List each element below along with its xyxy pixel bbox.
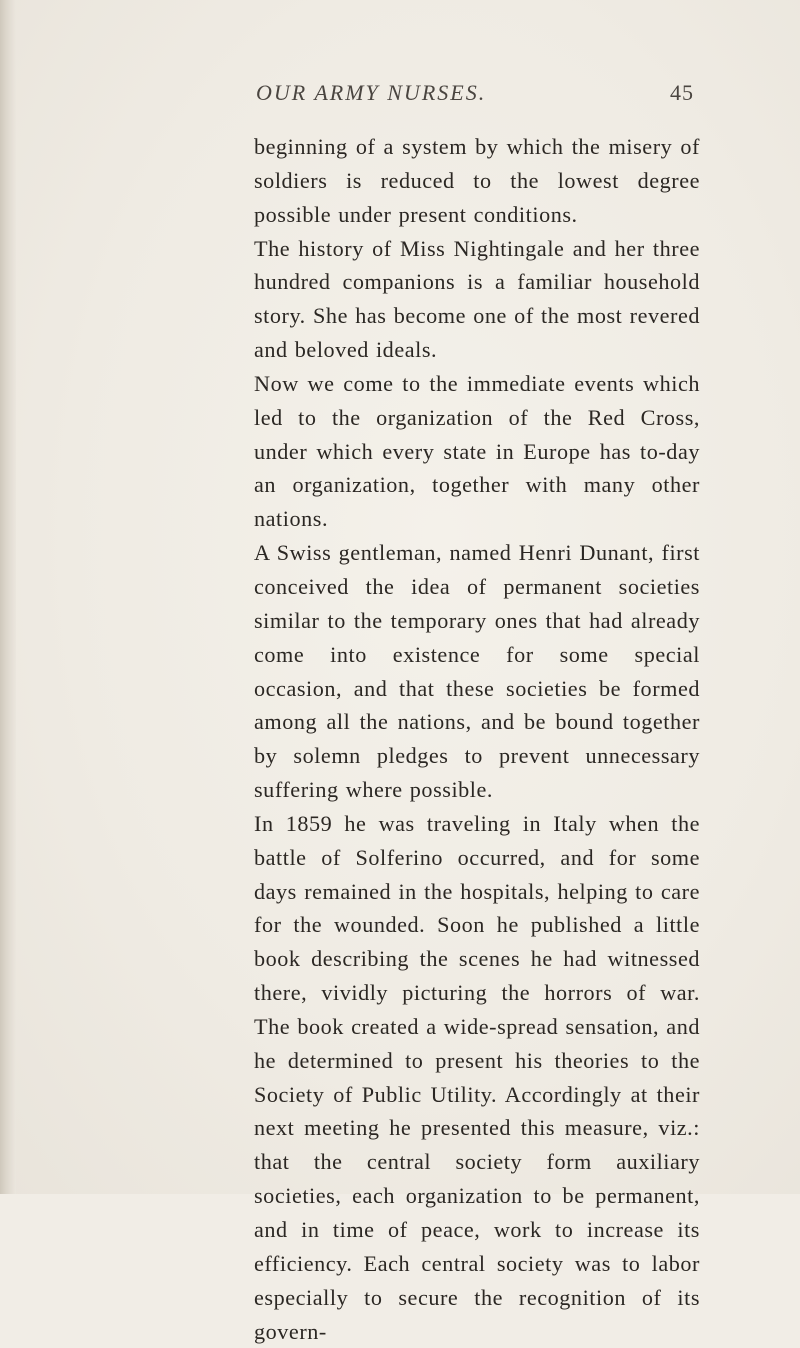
paragraph-1: beginning of a system by which the misery of soldiers is reduced to the lowest degree possible under present conditions.	[254, 134, 700, 227]
paragraph-2: The history of Miss Nightingale and her three hundred companions is a familiar household story. She has become one of the most revered and beloved ideals.	[254, 235, 700, 363]
page-number: 45	[670, 80, 694, 105]
paragraph-3: Now we come to the immediate events which led to the organization of the Red Cross, under which every state in Europe has to-day an organization, together with many other nations.	[254, 370, 700, 532]
running-title: OUR ARMY NURSES.	[256, 80, 487, 105]
paragraph-5: In 1859 he was traveling in Italy when the battle of Solferino occurred, and for some days remained in the hospitals, helping to care for the wounded. Soon he published a little book describing the scenes he had witnessed there, vividly picturing the horrors of war. The book created a wide-spread sensation, and he determined to present his theories to the Society of Public Utility. Accordingly at their next meeting he presented this measure, viz.: that the central society form auxiliary societies, each organization to be permanent, and in time of peace, work to increase its efficiency. Each central society was to labor especially to secure the recognition of its govern-	[254, 810, 700, 1344]
paragraph-4: A Swiss gentleman, named Henri Dunant, first conceived the idea of permanent societies similar to the temporary ones that had already come into existence for some special occasion, and that these societies be formed among all the nations, and be bound together by solemn pledges to prevent unnecessary suffering where possible.	[254, 540, 700, 803]
running-head	[240, 80, 694, 110]
body-text	[254, 130, 700, 1348]
binding-gutter	[0, 0, 16, 1194]
